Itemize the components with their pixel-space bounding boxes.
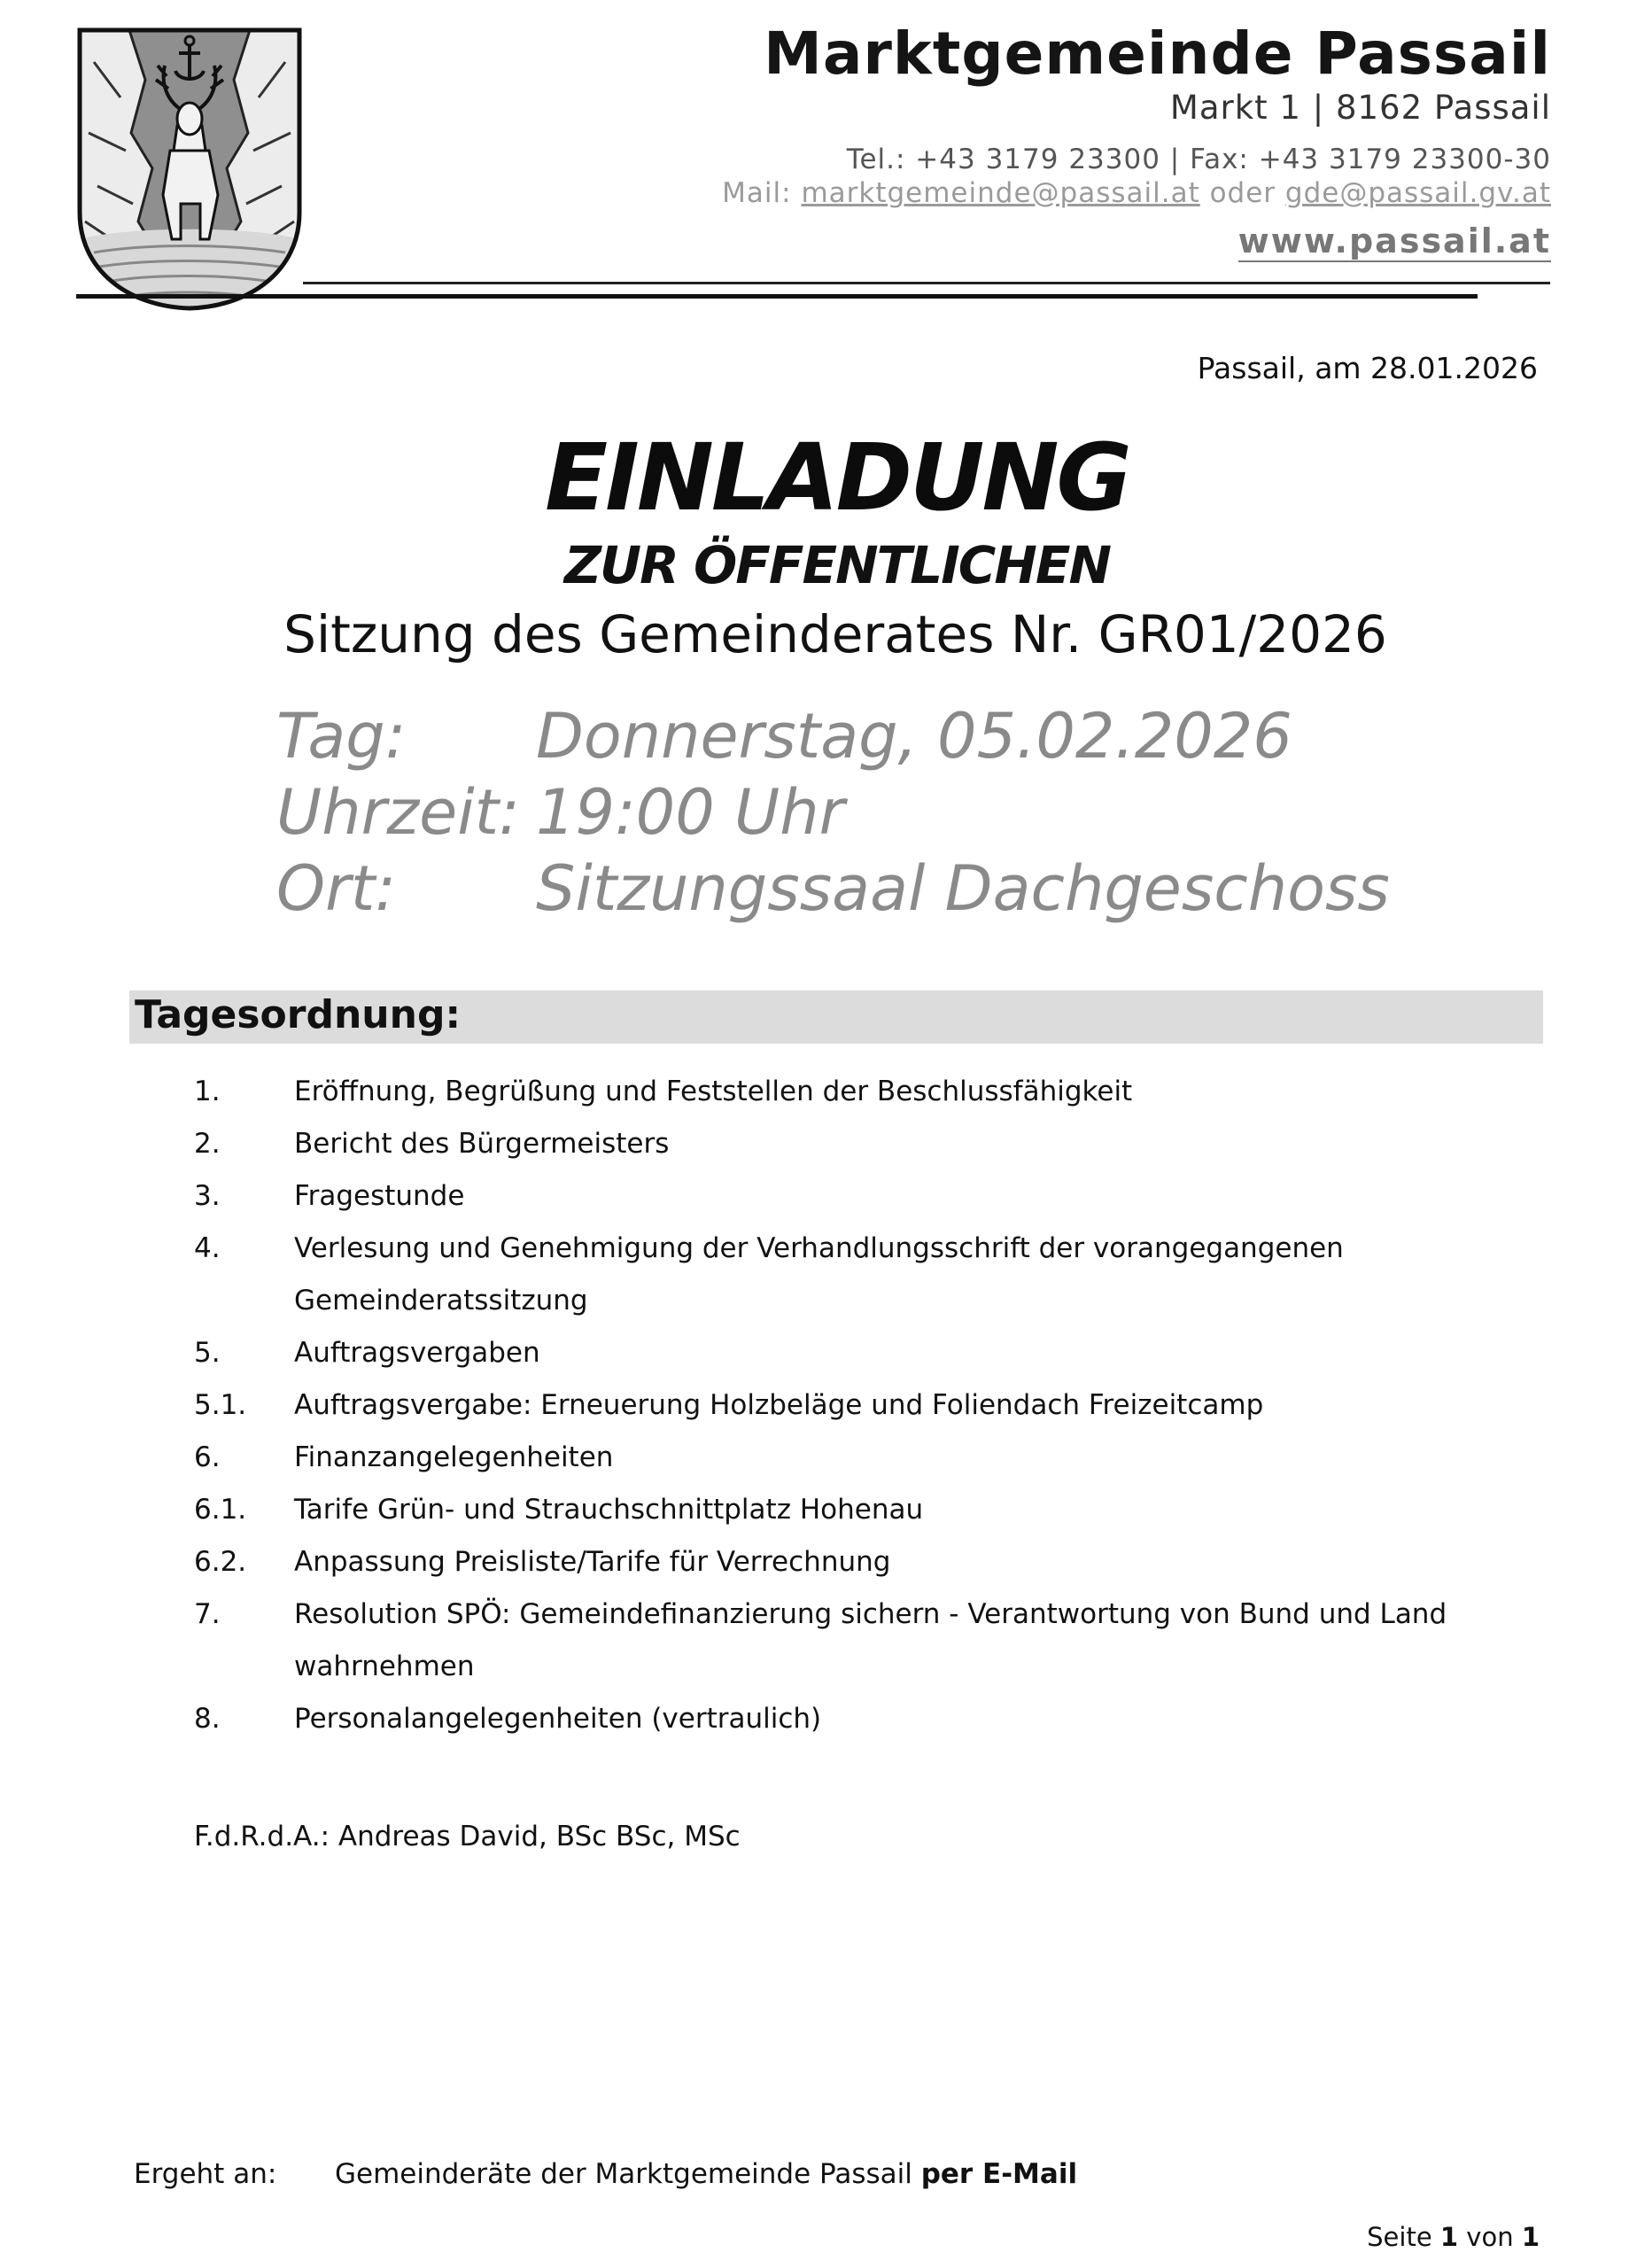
agenda-item-number: 7. [194, 1598, 221, 1630]
time-label: Uhrzeit: [276, 776, 520, 849]
time-value: 19:00 Uhr [536, 776, 845, 849]
agenda-item-text: Eröffnung, Begrüßung und Feststellen der Beschlussfähigkeit [294, 1076, 1133, 1107]
agenda-item-number: 5.1. [194, 1389, 247, 1421]
delivery-method: per E-Mail [920, 2158, 1078, 2190]
recipients-label: Ergeht an: [134, 2158, 277, 2190]
signatory-line: F.d.R.d.A.: Andreas David, BSc BSc, MSc [194, 1821, 741, 1852]
agenda-item-text: Anpassung Preisliste/Tarife für Verrechnung [294, 1546, 891, 1578]
agenda-item-number: 6.2. [194, 1546, 247, 1578]
agenda-item-number: 6.1. [194, 1494, 247, 1526]
day-value: Donnerstag, 05.02.2026 [536, 700, 1292, 773]
agenda-item-text: Resolution SPÖ: Gemeindefinanzierung sichern - Verantwortung von Bund und Land [294, 1598, 1447, 1630]
mail-prefix: Mail: [722, 177, 802, 209]
mail-joiner: oder [1199, 177, 1285, 209]
page-joiner: von [1466, 2222, 1514, 2252]
municipality-name: Marktgemeinde Passail [764, 19, 1551, 88]
document-date: Passail, am 28.01.2026 [1197, 351, 1538, 385]
agenda-item-text: Fragestunde [294, 1180, 465, 1212]
agenda-item-text: Auftragsvergabe: Erneuerung Holzbeläge und Foliendach Freizeitcamp [294, 1389, 1264, 1421]
page-prefix: Seite [1367, 2222, 1432, 2252]
municipality-address: Markt 1 | 8162 Passail [1169, 89, 1551, 127]
coat-of-arms-stag-icon [76, 27, 303, 312]
agenda-item-text: Tarife Grün- und Strauchschnittplatz Hohenau [294, 1494, 924, 1526]
place-value: Sitzungssaal Dachgeschoss [536, 852, 1390, 925]
website-text[interactable]: www.passail.at [1237, 221, 1551, 260]
contact-phone-fax: Tel.: +43 3179 23300 | Fax: +43 3179 23300-30 [846, 144, 1551, 175]
recipients-value: Gemeinderäte der Marktgemeinde Passail [335, 2158, 912, 2190]
header-divider-thick [76, 294, 1478, 299]
page-total: 1 [1521, 2222, 1540, 2252]
agenda-item-number: 3. [194, 1180, 221, 1212]
agenda-item-number: 2. [194, 1128, 221, 1160]
page-number [1367, 2222, 1540, 2252]
agenda-item-text: Auftragsvergaben [294, 1337, 540, 1369]
recipients-text [335, 2158, 1077, 2190]
mail-link-1[interactable]: marktgemeinde@passail.at [801, 177, 1200, 209]
agenda-heading: Tagesordnung: [135, 992, 462, 1037]
agenda-item-number: 1. [194, 1076, 221, 1107]
agenda-item-number: 8. [194, 1703, 221, 1735]
agenda-item-number: 5. [194, 1337, 221, 1369]
page-current: 1 [1439, 2222, 1459, 2252]
header-divider-thin [303, 282, 1550, 284]
day-label: Tag: [276, 700, 407, 773]
agenda-item-text-continued: wahrnehmen [294, 1651, 475, 1682]
document-subtitle: ZUR ÖFFENTLICHEN [563, 535, 1111, 595]
website-link[interactable] [1238, 221, 1551, 260]
contact-mail [722, 177, 1551, 209]
agenda-item-text: Personalangelegenheiten (vertraulich) [294, 1703, 822, 1735]
agenda-item-number: 6. [194, 1441, 221, 1473]
agenda-item-text-continued: Gemeinderatssitzung [294, 1285, 588, 1317]
agenda-item-number: 4. [194, 1232, 221, 1264]
agenda-item-text: Bericht des Bürgermeisters [294, 1128, 670, 1160]
agenda-item-text: Verlesung und Genehmigung der Verhandlungsschrift der vorangegangenen [294, 1232, 1344, 1264]
place-label: Ort: [276, 852, 396, 925]
mail-link-2[interactable]: gde@passail.gv.at [1284, 177, 1551, 209]
meeting-title: Sitzung des Gemeinderates Nr. GR01/2026 [283, 604, 1387, 664]
document-title: EINLADUNG [545, 423, 1129, 532]
agenda-item-text: Finanzangelegenheiten [294, 1441, 614, 1473]
